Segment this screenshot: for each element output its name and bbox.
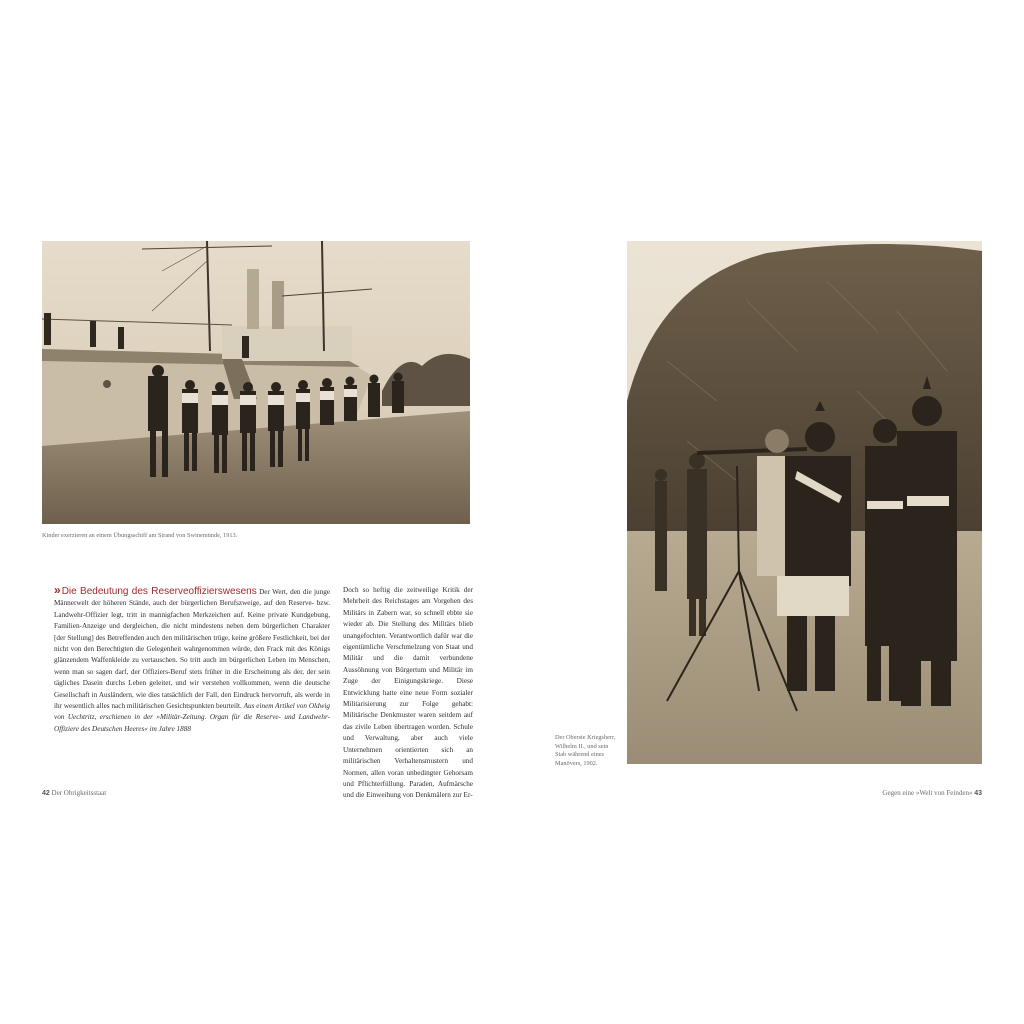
photo-training-ship [42, 241, 470, 524]
folio-right [882, 789, 982, 797]
page-number-left: 42 [42, 790, 50, 797]
section-title: Die Bedeutung des Reserveoffizierswesens [61, 586, 257, 597]
quote-body: Der Wert, den die junge Männerwelt der höheren Stände, auch der bürgerlichen Berufszweige, auf den Reserve- bzw. Landwehr-Offizier legt, tritt in mannigfachen Merkzeichen auf. Keine private Kundgebung, Familien-Anzeige und dergleichen, die nicht mindestens neben dem bürgerlichen Charakter [der Stellung] des Betreffenden auch den militärischen trüge, keine größere Festlichkeit, bei der nicht von den Berechtigten die Gelegenheit wahrgenommen würde, den Frack mit des Königs glänzendem Waffenkleide zu vertauschen. So tritt auch im bürgerlichen Leben im Menschen, wenn man so sagen darf, der Offiziers-Beruf stets früher in die Erscheinung als der, der sein tägliches Dasein durchs Leben geleitet, und wir verstehen vollkommen, wenn die deutsche Gesellschaft in Ausländern, wie dies tatsächlich der Fall, den Eindruck hervorruft, als werde in ihr wesentlich alles nach militärischen Gesichtspunkten beurteilt. [54, 588, 331, 711]
quote-column [54, 585, 330, 735]
quote-source: Aus einem Artikel von Oldwig von Uechtritz, erschienen in der »Militär-Zeitung. Organ für die Reserve- und Landwehr-Offiziere des Deutschen Heeres« im Jahre 1888 [54, 702, 331, 733]
running-head-left: Der Obrigkeitsstaat [51, 789, 107, 797]
photo-caption-right: Der Oberste Kriegsherr, Wilhelm II., und sein Stab während eines Manövers, 1902. [555, 734, 616, 767]
main-text-column: Doch so heftig die zeitweilige Kritik der Mehrheit des Reichstages am Vorgehen des Militärs in Zabern war, so schnell ebbte sie wieder ab. Die Stellung des Militärs blieb unangefochten. Verantwortlich dafür war die eigentümliche Verschmelzung von Staat und Militär und die damit verbundene Aussöhnung von Bürgertum und Militär im Zuge der Einigungskriege. Diese Entwicklung hatte eine neue Form sozialer Militarisierung zur Folge gehabt: Militärische Denkmuster waren seitdem auf das zivile Leben übertragen worden. Schule und Verwaltung, aber auch viele Unternehmen orientierten sich an militärischen Verhaltensmustern und Normen, allen voran unbedingter Gehorsam und Pflichterfüllung. Paraden, Aufmärsche und die Einweihung von Denkmälern zur Er- [343, 586, 473, 800]
photo-caption-left: Kinder exerzieren an einem Übungsschiff am Strand von Swinemünde, 1913. [42, 532, 238, 539]
photo-kaiser-manoeuvre [627, 241, 982, 764]
section-marker-icon: » [54, 583, 59, 597]
folio-left [42, 789, 106, 797]
running-head-right: Gegen eine »Welt von Feinden« [882, 789, 973, 797]
page-number-right: 43 [974, 790, 982, 797]
